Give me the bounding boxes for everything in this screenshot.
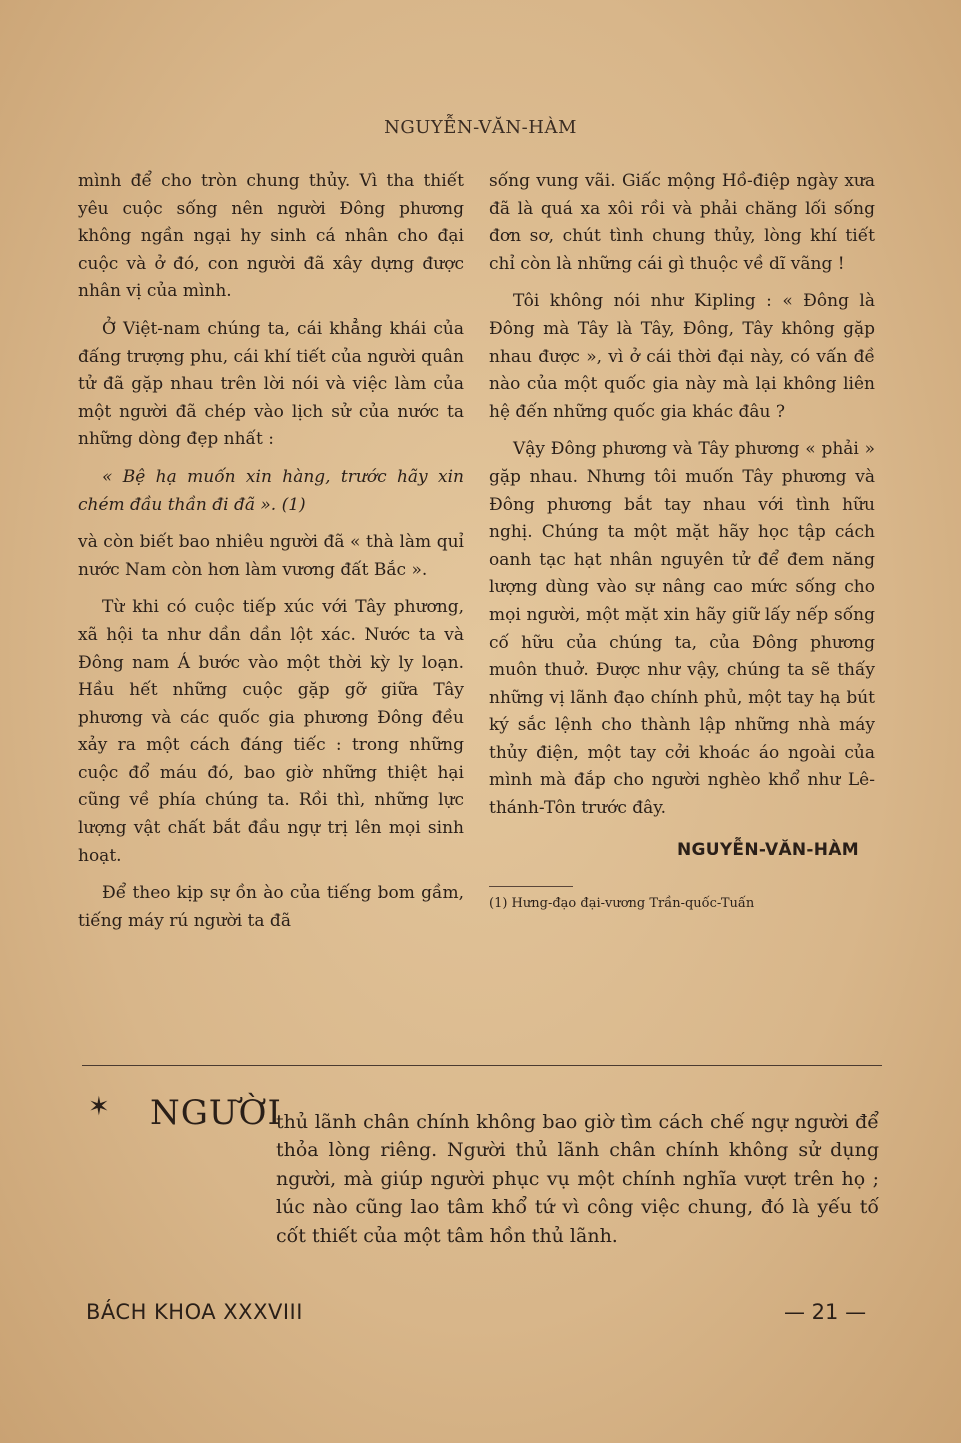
- right-paragraph-3: Vậy Đông phương và Tây phương « phải » gặp nhau. Nhưng tôi muốn Tây phương và Đông phương bắt tay nhau với tình hữu nghị. Chúng ta một mặt hãy học tập cách oanh tạc hạt nhân nguyên tử để đem năng lượng dùng vào sự nâng cao mức sống cho mọi người, một mặt xin hãy giữ lấy nếp sống cố hữu của chúng ta, của Đông phương muôn thuở. Được như vậy, chúng ta sẽ thấy những vị lãnh đạo chính phủ, một tay hạ bút ký sắc lệnh cho thành lập những nhà máy thủy điện, một tay cởi khoác áo ngoài của mình mà đắp cho người nghèo khổ như Lê-thánh-Tôn trước đây.: [489, 439, 875, 819]
- left-paragraph-4: Từ khi có cuộc tiếp xúc với Tây phương, xã hội ta như dần dần lột xác. Nước ta và Đông nam Á bước vào một thời kỳ ly loạn. Hầu hết những cuộc gặp gỡ giữa Tây phương và các quốc gia phương Đông đều xảy ra một cách đáng tiếc : trong những cuộc đổ máu đó, bao giờ những thiệt hại cũng về phía chúng ta. Rồi thì, những lực lượng vật chất bắt đầu ngự trị lên mọi sinh hoạt.: [78, 597, 464, 866]
- magazine-title: BÁCH KHOA XXXVIII: [86, 1300, 303, 1324]
- section-divider: [82, 1065, 882, 1066]
- left-paragraph-3: và còn biết bao nhiêu người đã « thà làm quỉ nước Nam còn hơn làm vương đất Bắc ».: [78, 532, 464, 580]
- box-lead-word: NGƯỜI: [150, 1093, 282, 1133]
- box-quote-text: thủ lãnh chân chính không bao giờ tìm cách chế ngự người để thỏa lòng riêng. Người thủ lãnh chân chính không sử dụng người, mà giúp người phục vụ một chính nghĩa vượt trên họ ; lúc nào cũng lao tâm khổ tứ vì công việc chung, đó là yếu tố cốt thiết của một tâm hồn thủ lãnh.: [276, 1111, 879, 1247]
- left-column: [78, 168, 464, 945]
- left-paragraph-2: Ở Việt-nam chúng ta, cái khẳng khái của đấng trượng phu, cái khí tiết của người quân tử đã gặp nhau trên lời nói và việc làm của một người đã chép vào lịch sử của nước ta những dòng đẹp nhất :: [78, 318, 464, 450]
- right-paragraph-2: Tôi không nói như Kipling : « Đông là Đông mà Tây là Tây, Đông, Tây không gặp nhau được », vì ở cái thời đại này, có vấn đề nào của một quốc gia này mà lại không liên hệ đến những quốc gia khác đâu ?: [489, 291, 875, 422]
- author-signature: NGUYỄN-VĂN-HÀM: [676, 839, 859, 860]
- right-paragraph-1: sống vung vãi. Giấc mộng Hồ-điệp ngày xưa đã là quá xa xôi rồi và phải chăng lối sống đơn sơ, chút tình chung thủy, lòng khí tiết chỉ còn là những cái gì thuộc về dĩ vãng !: [489, 171, 875, 274]
- left-paragraph-5: Để theo kịp sự ồn ào của tiếng bom gầm, tiếng máy rú người ta đã: [78, 883, 464, 931]
- left-paragraph-1: mình để cho tròn chung thủy. Vì tha thiết yêu cuộc sống nên người Đông phương không ngần ngại hy sinh cá nhân cho đại cuộc và ở đó, con người đã xây dựng được nhân vị của mình.: [78, 171, 464, 302]
- footnote: (1) Hưng-đạo đại-vương Trần-quốc-Tuấn: [489, 896, 755, 912]
- running-head: NGUYỄN-VĂN-HÀM: [384, 117, 577, 138]
- page-number: — 21 —: [784, 1300, 867, 1324]
- quotation: « Bệ hạ muốn xin hàng, trước hãy xin chém đầu thần đi đã ». (1): [78, 466, 464, 515]
- star-icon: ✶: [88, 1092, 110, 1122]
- footnote-rule: [489, 886, 573, 887]
- right-column: [489, 168, 875, 913]
